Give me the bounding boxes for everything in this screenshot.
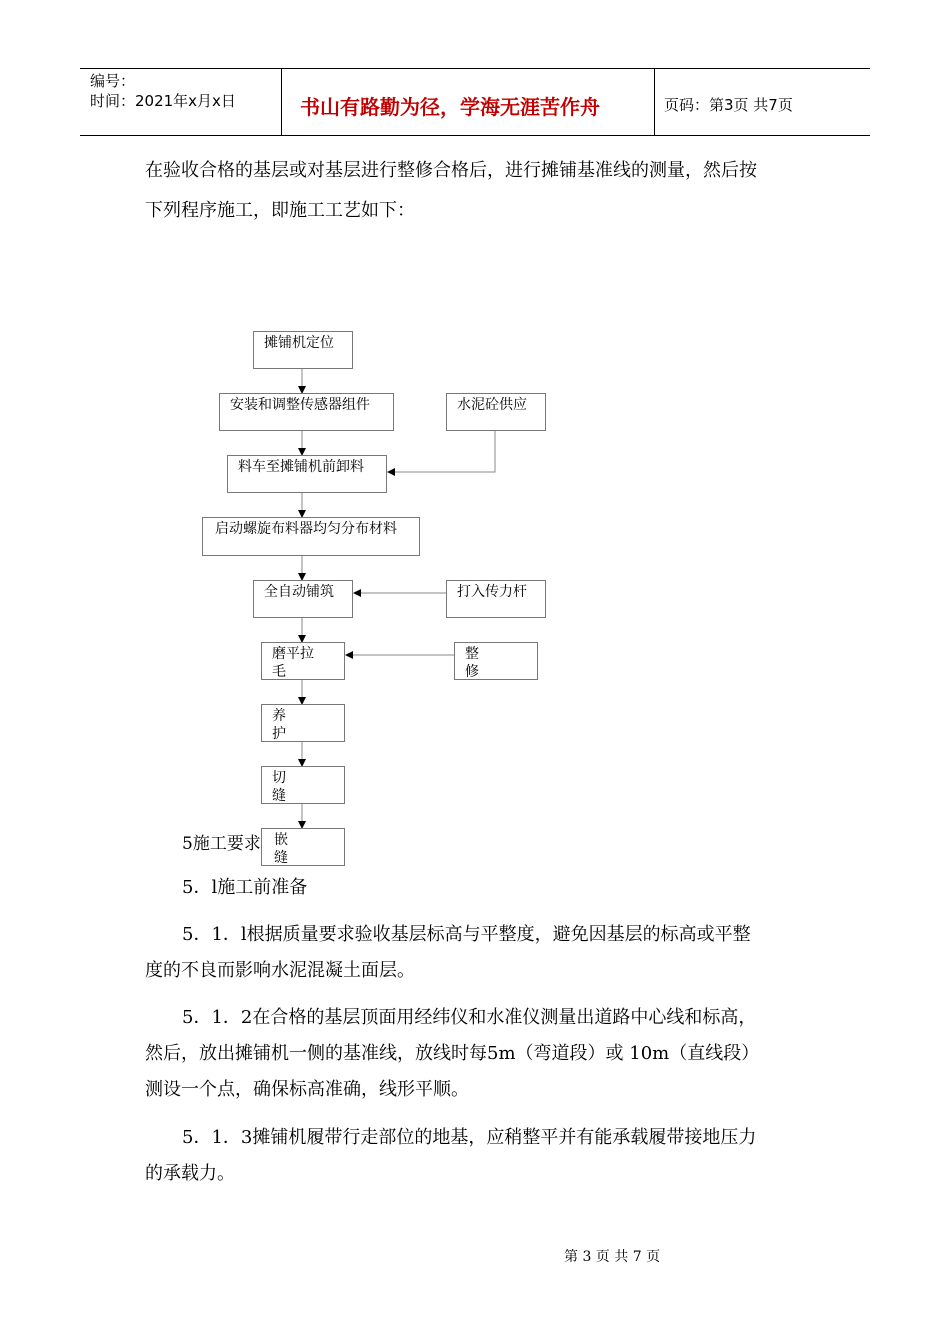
intro-line-1: 在验收合格的基层或对基层进行整修合格后，进行摊铺基准线的测量，然后按 (145, 160, 757, 181)
flow-step-label: 料车至摊铺机前卸料 (238, 459, 364, 475)
paragraph-2-line-1: 5．1．2在合格的基层顶面用经纬仪和水准仪测量出道路中心线和标高， (182, 1007, 757, 1028)
flow-step-install-sensors (219, 393, 394, 431)
document-number-label: 编号： (90, 72, 136, 90)
flow-input-label: 整修 (465, 646, 479, 680)
paragraph-1-line-2: 度的不良而影响水泥混凝土面层。 (145, 960, 415, 981)
flow-step-label: 摊铺机定位 (264, 335, 334, 351)
section-heading: 5施工要求 (182, 834, 261, 854)
flow-step-unload-material (227, 455, 387, 493)
page-footer: 第 3 页 共 7 页 (564, 1249, 661, 1265)
paragraph-3-line-2: 的承载力。 (145, 1163, 235, 1184)
flow-step-label: 安装和调整传感器组件 (230, 397, 370, 413)
flow-step-label: 全自动铺筑 (264, 584, 334, 600)
paragraph-2-line-2: 然后，放出摊铺机一侧的基准线，放线时每5m（弯道段）或 10m（直线段） (145, 1043, 760, 1064)
flow-step-cutting (261, 766, 345, 804)
paragraph-3-line-1: 5．1．3摊铺机履带行走部位的地基，应稍整平并有能承载履带接地压力 (182, 1127, 757, 1148)
flow-step-label: 养护 (272, 708, 286, 742)
flow-input-label: 打入传力杆 (457, 584, 527, 600)
flow-input-label: 水泥砼供应 (457, 397, 527, 413)
arrow-concrete-supply (388, 431, 495, 472)
paragraph-2-line-3: 测设一个点，确保标高准确，线形平顺。 (145, 1079, 469, 1100)
flow-step-spread-material (202, 517, 420, 556)
section-sub-heading: 5．l施工前准备 (182, 877, 308, 898)
flow-step-curing (261, 704, 345, 742)
header-motto: 书山有路勤为径，学海无涯苦作舟 (300, 95, 600, 119)
flow-step-label: 磨平拉毛 (272, 646, 314, 680)
flow-input-trimming (454, 642, 538, 680)
flow-step-paver-positioning (253, 331, 353, 369)
header-page-label: 页码：第3页 共7页 (664, 96, 793, 114)
flow-step-label: 切缝 (272, 770, 286, 804)
document-time-label: 时间：2021年x月x日 (90, 92, 236, 110)
flow-step-sealing (261, 828, 345, 866)
flow-input-concrete-supply (446, 393, 546, 431)
flow-input-dowel-bars (446, 580, 546, 618)
flow-step-auto-paving (253, 580, 353, 618)
intro-line-2: 下列程序施工，即施工工艺如下： (145, 200, 415, 221)
paragraph-1-line-1: 5．1．l根据质量要求验收基层标高与平整度，避免因基层的标高或平整 (182, 924, 751, 945)
flow-step-label: 嵌缝 (274, 832, 288, 866)
flow-step-smoothing (261, 642, 345, 680)
flow-step-label: 启动螺旋布料器均匀分布材料 (215, 521, 397, 537)
